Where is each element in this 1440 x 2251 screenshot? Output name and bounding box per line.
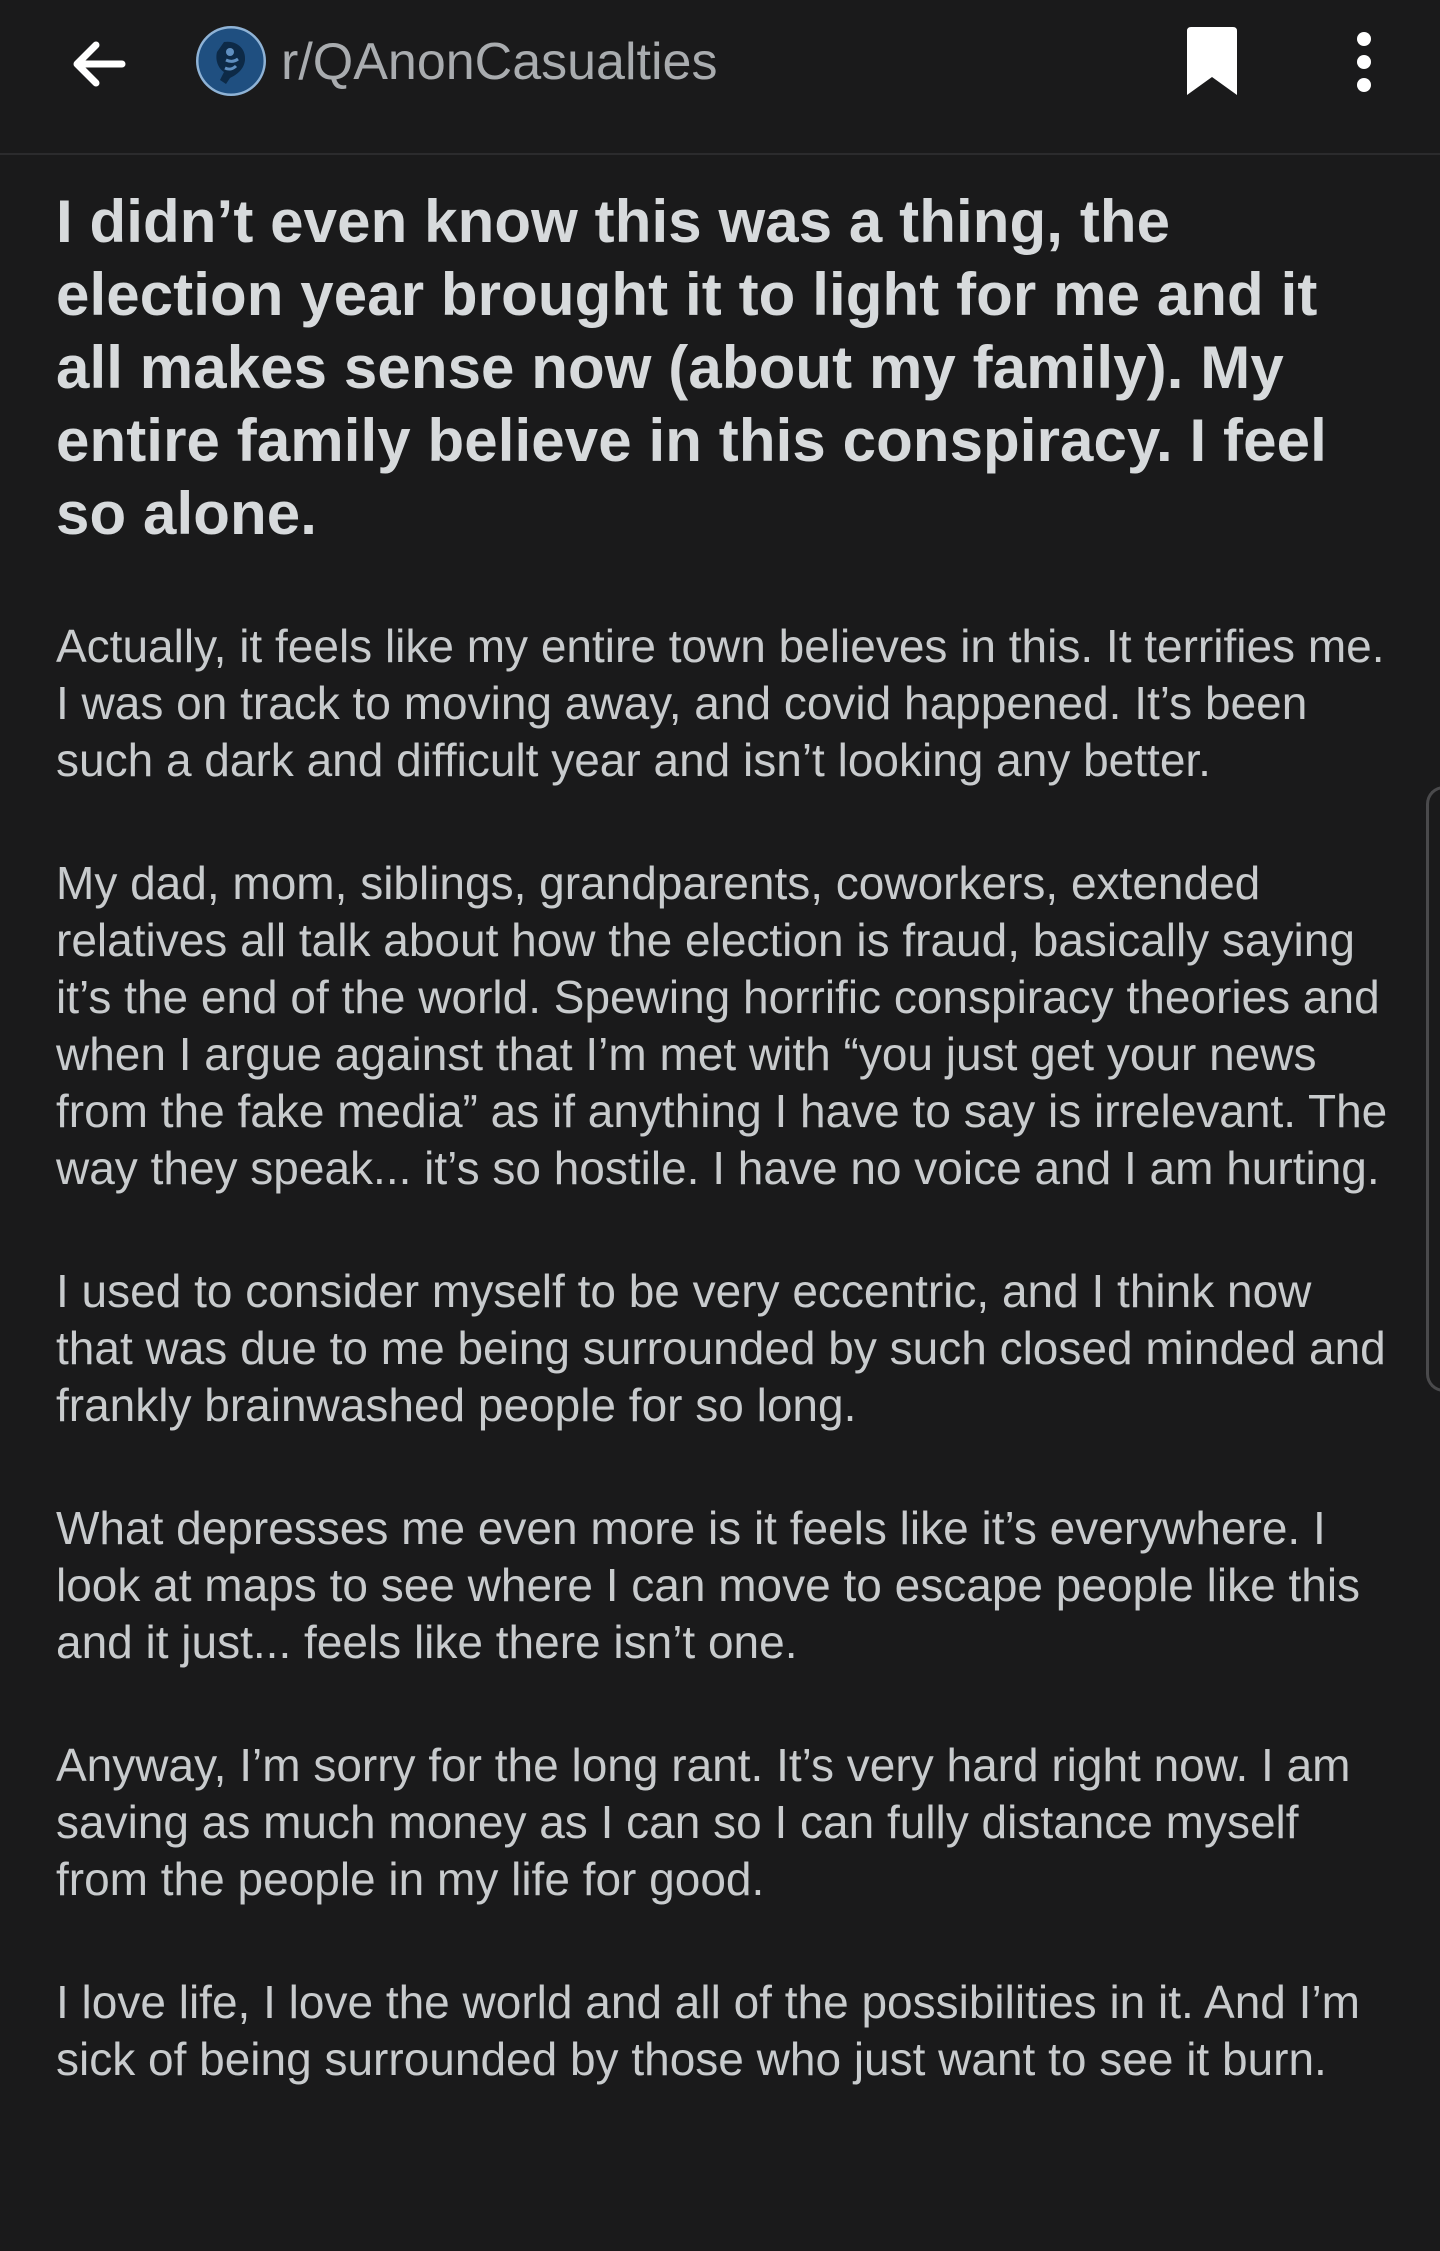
post-content	[56, 185, 1396, 2154]
post-body	[56, 618, 1396, 2088]
subreddit-avatar-icon[interactable]	[196, 26, 266, 96]
post-title: I didn’t even know this was a thing, the election year brought it to light for me and it all makes sense now (about my family). My entire family believe in this conspiracy. I feel so alone.	[56, 188, 1327, 547]
post-paragraph: Anyway, I’m sorry for the long rant. It’s very hard right now. I am saving as much money as I can so I can fully distance myself from the people in my life for good.	[56, 1739, 1351, 1905]
post-paragraph: I love life, I love the world and all of the possibilities in it. And I’m sick of being surrounded by those who just want to see it burn.	[56, 1976, 1360, 2085]
subreddit-name[interactable]: r/QAnonCasualties	[281, 33, 718, 91]
bookmark-icon	[1181, 25, 1243, 99]
more-vertical-icon	[1354, 31, 1374, 93]
bookmark-button[interactable]	[1172, 22, 1252, 102]
post-paragraph: I used to consider myself to be very eccentric, and I think now that was due to me being surrounded by such closed minded and frankly brainwashed people for so long.	[56, 1265, 1386, 1431]
top-app-bar	[0, 0, 1440, 155]
back-button[interactable]	[58, 24, 138, 104]
back-arrow-icon	[66, 32, 130, 96]
post-paragraph: Actually, it feels like my entire town believes in this. It terrifies me. I was on track to moving away, and covid happened. It’s been such a dark and difficult year and isn’t looking any better.	[56, 620, 1385, 786]
post-paragraph: What depresses me even more is it feels like it’s everywhere. I look at maps to see where I can move to escape people like this and it just... feels like there isn’t one.	[56, 1502, 1361, 1668]
more-options-button[interactable]	[1324, 22, 1404, 102]
scroll-handle[interactable]	[1426, 786, 1440, 1392]
post-paragraph: My dad, mom, siblings, grandparents, coworkers, extended relatives all talk about how the election is fraud, basically saying it’s the end of the world. Spewing horrific conspiracy theories and when I argue against that I’m met with “you just get your news from the fake media” as if anything I have to say is irrelevant. The way they speak... it’s so hostile. I have no voice and I am hurting.	[56, 857, 1388, 1194]
